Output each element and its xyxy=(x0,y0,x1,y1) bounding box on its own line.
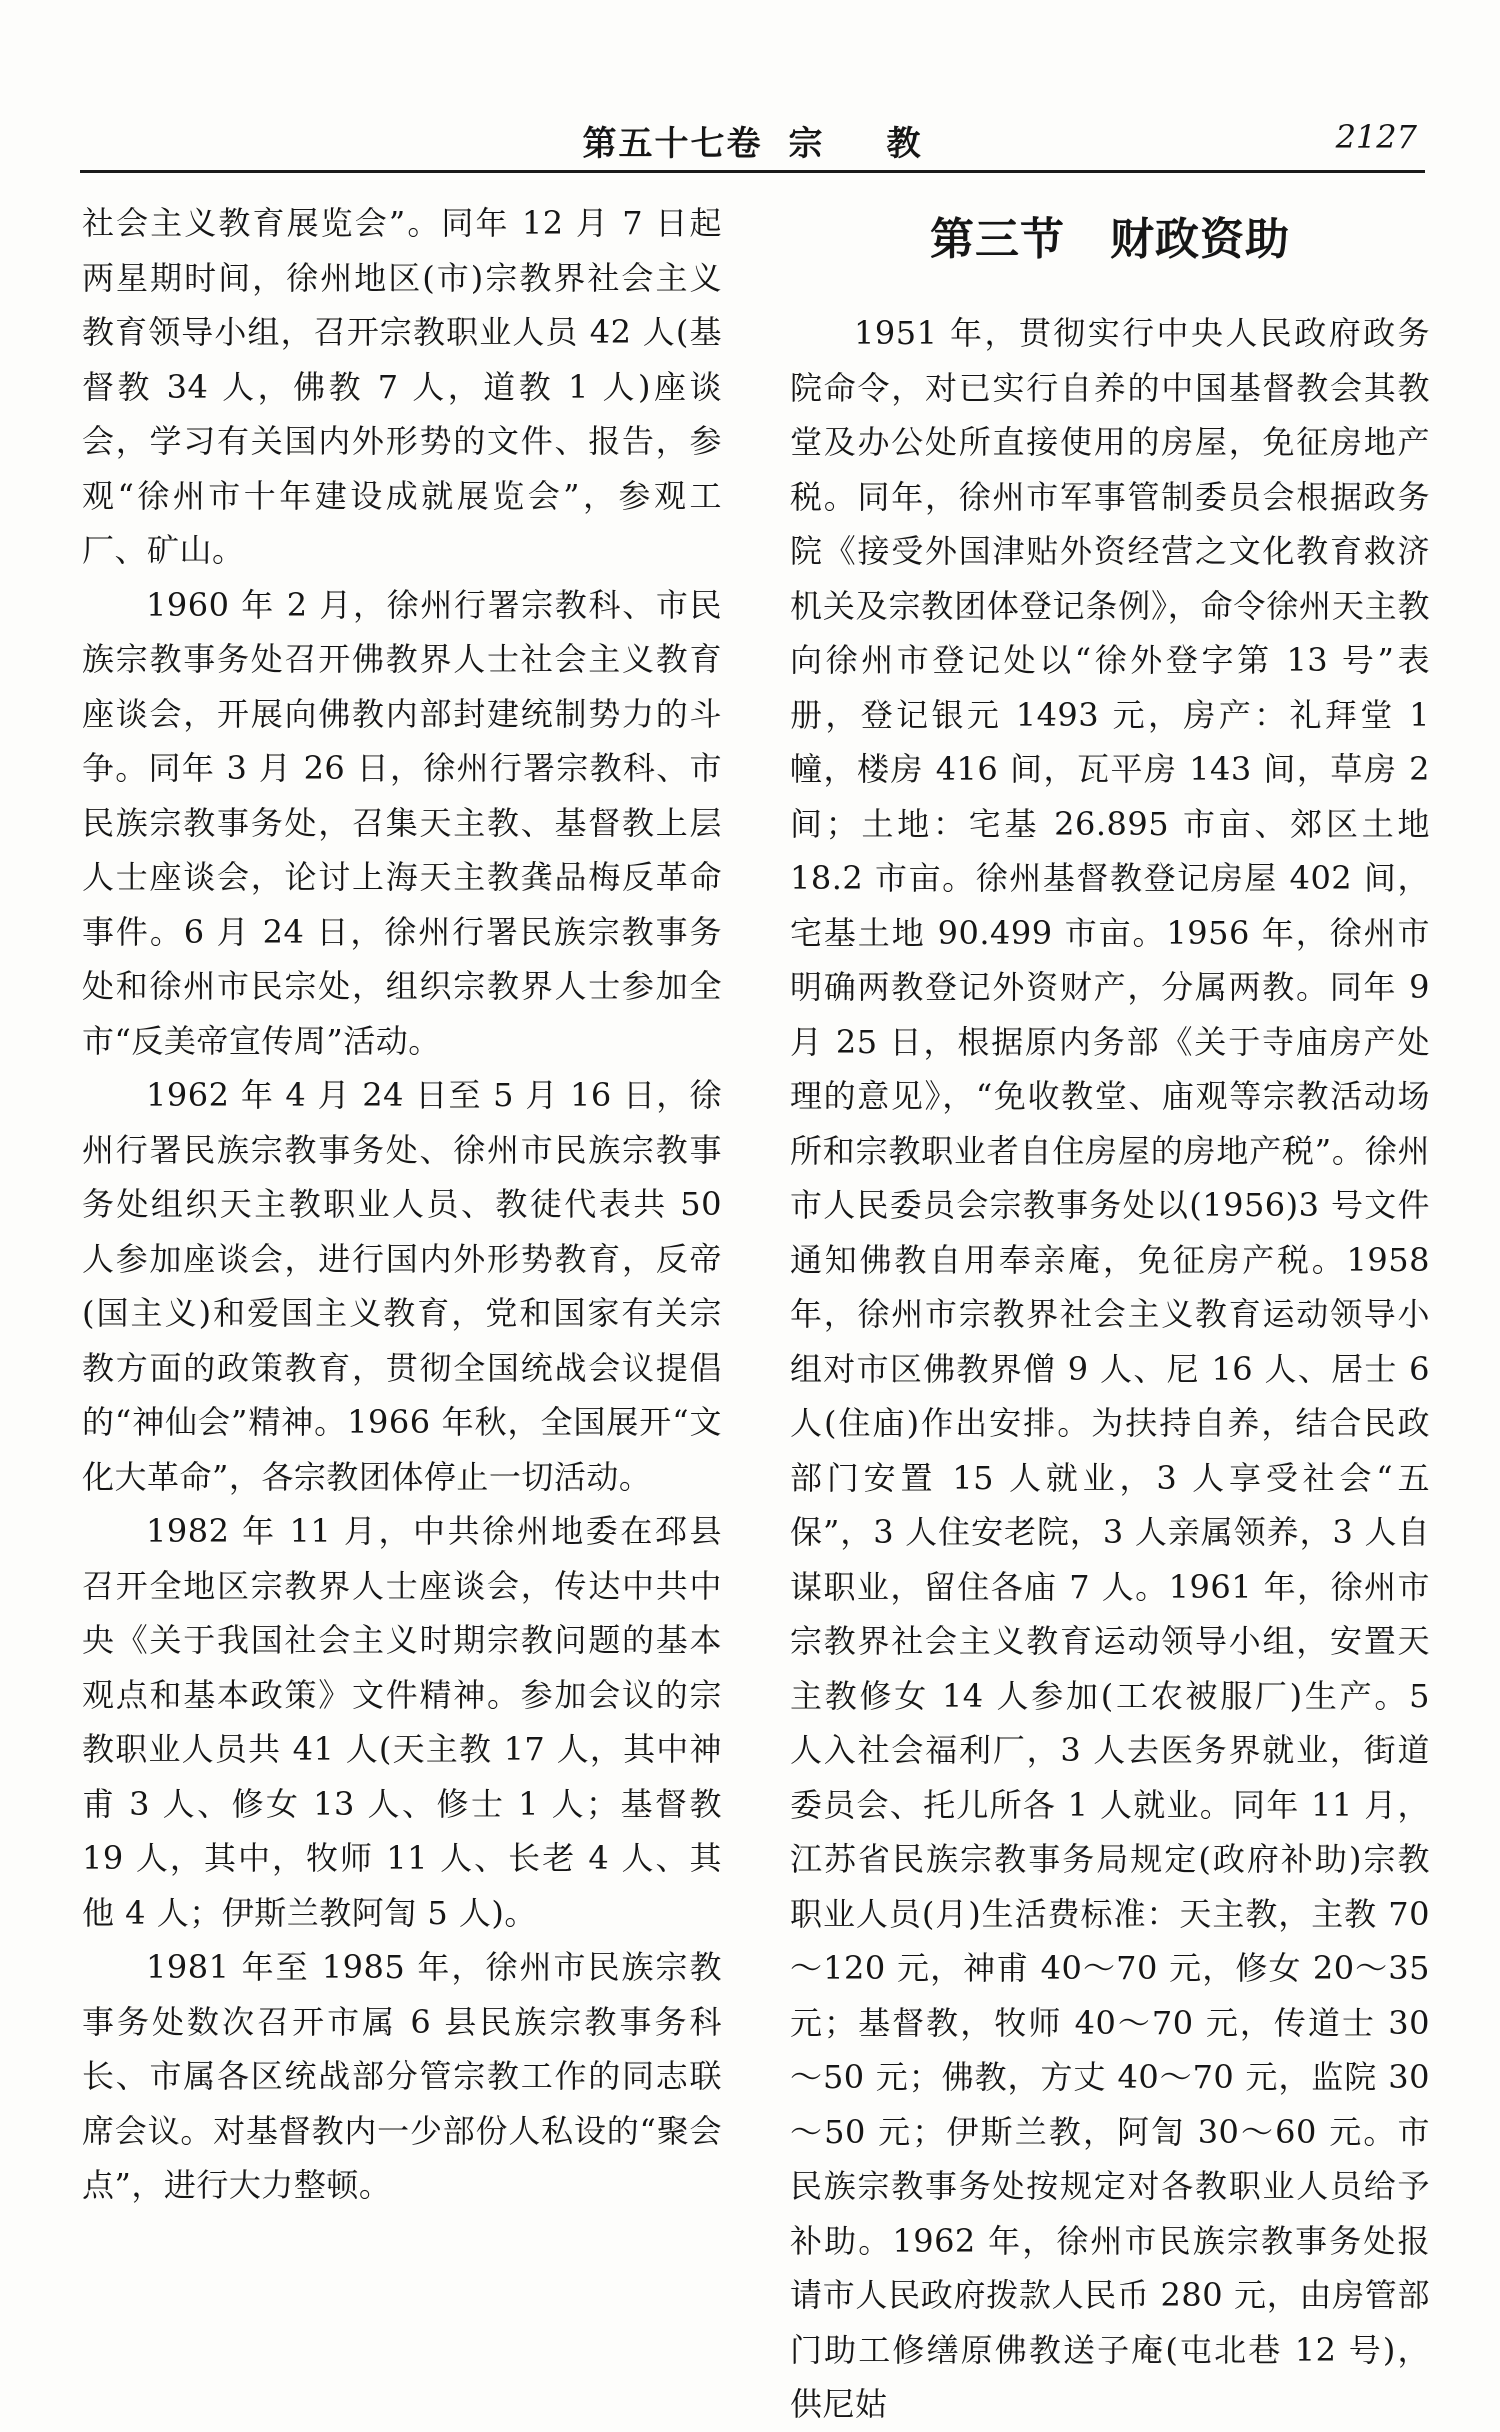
page-number: 2127 xyxy=(1335,118,1417,156)
left-column xyxy=(82,196,722,2213)
header-subject-2: 教 xyxy=(886,124,923,164)
paragraph: 1951 年，贯彻实行中央人民政府政务院命令，对已实行自养的中国基督教会其教堂及办公处所直接使用的房屋，免征房地产税。同年，徐州市军事管制委员会根据政务院《接受外国津贴外资经营之文化教育救济机关及宗教团体登记条例》，命令徐州天主教向徐州市登记处以“徐外登字第 13 号”表册，登记银元 1493 元，房产：礼拜堂 1 幢，楼房 416 间，瓦平房 143 间，草房 2 间；土地：宅基 26.895 市亩、郊区土地 18.2 市亩。徐州基督教登记房屋 402 间，宅基土地 90.499 市亩。1956 年，徐州市明确两教登记外资财产，分属两教。同年 9 月 25 日，根据原内务部《关于寺庙房产处理的意见》，“免收教堂、庙观等宗教活动场所和宗教职业者自住房屋的房地产税”。徐州市人民委员会宗教事务处以(1956)3 号文件通知佛教自用奉亲庵，免征房产税。1958 年，徐州市宗教界社会主义教育运动领导小组对市区佛教界僧 9 人、尼 16 人、居士 6 人(住庙)作出安排。为扶持自养，结合民政部门安置 15 人就业，3 人享受社会“五保”，3 人住安老院，3 人亲属领养，3 人自谋职业，留住各庙 7 人。1961 年，徐州市宗教界社会主义教育运动领导小组，安置天主教修女 14 人参加(工农被服厂)生产。5 人入社会福利厂，3 人去医务界就业，街道委员会、托儿所各 1 人就业。同年 11 月，江苏省民族宗教事务局规定(政府补助)宗教职业人员(月)生活费标准：天主教，主教 70～120 元，神甫 40～70 元，修女 20～35 元；基督教，牧师 40～70 元，传道士 30～50 元；佛教，方丈 40～70 元，监院 30～50 元；伊斯兰教，阿訇 30～60 元。市民族宗教事务处按规定对各教职业人员给予补助。1962 年，徐州市民族宗教事务处报请市人民政府拨款人民币 280 元，由房管部门助工修缮原佛教送子庵(屯北巷 12 号)，供尼姑 xyxy=(790,314,1430,2423)
header-title xyxy=(80,116,1425,165)
right-column xyxy=(790,196,1430,2432)
header-subject-1: 宗 xyxy=(788,124,825,164)
paragraph: 1960 年 2 月，徐州行署宗教科、市民族宗教事务处召开佛教界人士社会主义教育座谈会，开展向佛教内部封建统制势力的斗争。同年 3 月 26 日，徐州行署宗教科、市民族宗教事务处，召集天主教、基督教上层人士座谈会，论讨上海天主教龚品梅反革命事件。6 月 24 日，徐州行署民族宗教事务处和徐州市民宗处，组织宗教界人士参加全市“反美帝宣传周”活动。 xyxy=(82,585,722,1060)
section-title: 第三节 财政资助 xyxy=(930,214,1290,265)
paragraph: 1982 年 11 月，中共徐州地委在邳县召开全地区宗教界人士座谈会，传达中共中央《关于我国社会主义时期宗教问题的基本观点和基本政策》文件精神。参加会议的宗教职业人员共 41 人(天主教 17 人，其中神甫 3 人、修女 13 人、修士 1 人；基督教 19 人，其中，牧师 11 人、长老 4 人、其他 4 人；伊斯兰教阿訇 5 人)。 xyxy=(82,1512,722,1932)
paragraph: 1981 年至 1985 年，徐州市民族宗教事务处数次召开市属 6 县民族宗教事务科长、市属各区统战部分管宗教工作的同志联席会议。对基督教内一少部份人私设的“聚会点”，进行大力整顿。 xyxy=(82,1948,722,2204)
paragraph: 社会主义教育展览会”。同年 12 月 7 日起两星期时间，徐州地区(市)宗教界社会主义教育领导小组，召开宗教职业人员 42 人(基督教 34 人，佛教 7 人，道教 1 人)座谈会，学习有关国内外形势的文件、报告，参观“徐州市十年建设成就展览会”，参观工厂、矿山。 xyxy=(82,204,722,569)
paragraph: 1962 年 4 月 24 日至 5 月 16 日，徐州行署民族宗教事务处、徐州市民族宗教事务处组织天主教职业人员、教徒代表共 50 人参加座谈会，进行国内外形势教育，反帝(国主义)和爱国主义教育，党和国家有关宗教方面的政策教育，贯彻全国统战会议提倡的“神仙会”精神。1966 年秋，全国展开“文化大革命”，各宗教团体停止一切活动。 xyxy=(82,1076,722,1496)
header-volume: 第五十七卷 xyxy=(582,124,763,164)
running-header xyxy=(80,110,1425,173)
